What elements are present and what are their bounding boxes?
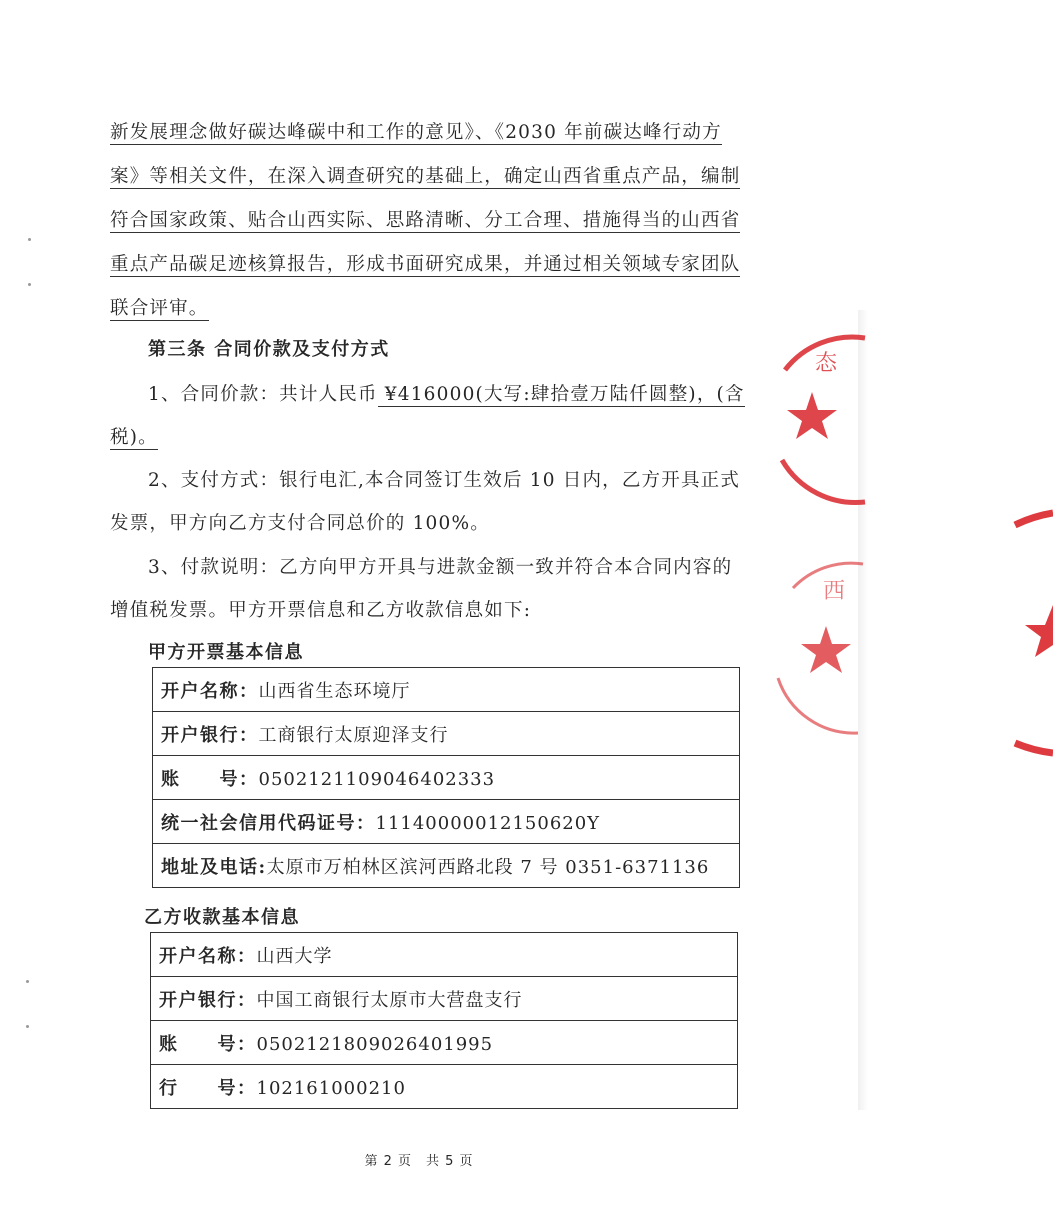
row-value: 太原市万柏林区滨河西路北段 7 号 0351-6371136 <box>266 856 710 878</box>
scan-speck <box>28 238 31 241</box>
payment-note-line-1: 3、付款说明：乙方向甲方开具与进款金额一致并符合本合同内容的 <box>148 557 733 578</box>
scan-speck <box>28 283 31 286</box>
intro-line-3: 符合国家政策、贴合山西实际、思路清晰、分工合理、措施得当的山西省 <box>110 210 741 231</box>
payment-method-line-2: 发票，甲方向乙方支付合同总价的 100%。 <box>110 513 490 534</box>
row-value: 0502121809026401995 <box>256 1033 494 1055</box>
table-row <box>153 712 740 756</box>
table-row <box>151 1065 738 1109</box>
row-label: 地址及电话: <box>161 856 267 878</box>
table-row <box>153 668 740 712</box>
seal-text: 态 <box>815 351 838 376</box>
row-label: 统一社会信用代码证号： <box>161 812 376 834</box>
row-value: 0502121109046402333 <box>258 768 496 790</box>
intro-line-5: 联合评审。 <box>110 298 209 319</box>
intro-line-4: 重点产品碳足迹核算报告，形成书面研究成果，并通过相关领域专家团队 <box>110 254 741 275</box>
table-row <box>151 1021 738 1065</box>
payment-note-line-2: 增值税发票。甲方开票信息和乙方收款信息如下: <box>110 600 532 621</box>
row-label: 开户银行： <box>161 724 259 746</box>
row-value: 山西省生态环境厅 <box>258 680 411 702</box>
table-row <box>153 844 740 888</box>
partial-seal-stamp <box>768 558 868 738</box>
row-label: 开户名称： <box>159 945 257 967</box>
scan-speck <box>26 980 29 983</box>
table-row <box>151 933 738 977</box>
seal-text: 西 <box>823 579 846 604</box>
tax-included-note: 税)。 <box>110 427 158 448</box>
edge-seal-stamp <box>1005 505 1053 765</box>
article-3-title: 第三条 合同价款及支付方式 <box>148 339 390 360</box>
row-label: 行 号： <box>159 1077 257 1099</box>
row-label: 开户名称： <box>161 680 259 702</box>
intro-line-1: 新发展理念做好碳达峰碳中和工作的意见》、《2030 年前碳达峰行动方 <box>110 122 722 143</box>
party-a-heading: 甲方开票基本信息 <box>148 642 304 663</box>
contract-price-continued <box>110 423 158 449</box>
row-value: 11140000012150620Y <box>375 812 601 834</box>
intro-line-2: 案》等相关文件，在深入调查研究的基础上，确定山西省重点产品，编制 <box>110 166 741 187</box>
payment-method-line-1: 2、支付方式：银行电汇,本合同签订生效后 10 日内，乙方开具正式 <box>148 470 741 491</box>
contract-price-line <box>148 380 745 406</box>
row-value: 山西大学 <box>256 945 333 967</box>
row-value: 中国工商银行太原市大营盘支行 <box>256 989 523 1011</box>
party-b-heading: 乙方收款基本信息 <box>144 907 300 928</box>
contract-price-amount: ¥416000(大写:肆拾壹万陆仟圆整)，(含 <box>377 384 745 405</box>
scan-speck <box>26 1025 29 1028</box>
party-a-invoice-table <box>152 667 740 888</box>
row-label: 账 号： <box>159 1033 257 1055</box>
row-value: 工商银行太原迎泽支行 <box>258 724 449 746</box>
contract-price-prefix: 1、合同价款：共计人民币 <box>148 384 378 405</box>
table-row <box>153 756 740 800</box>
row-label: 开户银行： <box>159 989 257 1011</box>
party-b-account-table <box>150 932 738 1109</box>
page-number: 第 2 页 共 5 页 <box>364 1154 474 1169</box>
official-seal-stamp <box>770 330 870 510</box>
table-row <box>153 800 740 844</box>
row-value: 102161000210 <box>256 1077 406 1099</box>
table-row <box>151 977 738 1021</box>
row-label: 账 号： <box>161 768 259 790</box>
